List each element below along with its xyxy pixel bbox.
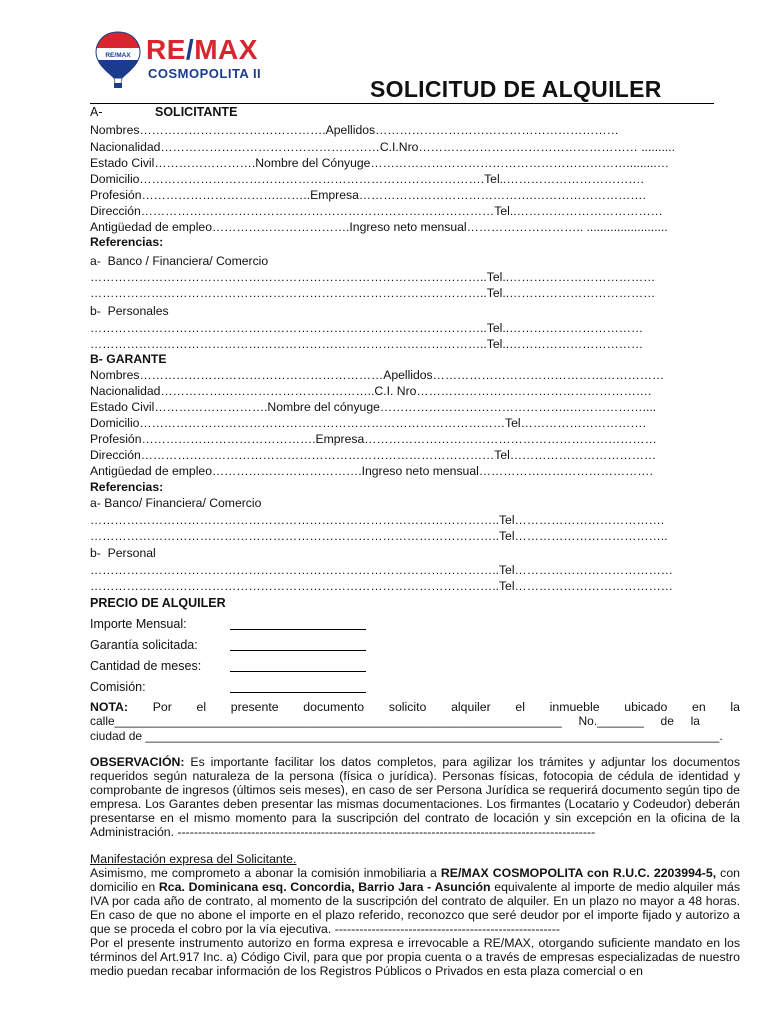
references-label: Referencias:	[90, 235, 164, 249]
section-a-heading	[90, 105, 238, 119]
observation-paragraph	[90, 756, 740, 839]
price-field-label: Garantía solicitada:	[90, 638, 198, 652]
price-field-commission	[90, 680, 146, 694]
nota-word: en	[691, 700, 706, 714]
balloon-text: RE/MAX	[105, 52, 131, 59]
nota-word: documento	[303, 700, 365, 714]
form-line[interactable]: Profesión…………………………….……..Empresa…………………………………….……………………….	[90, 188, 646, 202]
price-field-label: Comisión:	[90, 680, 146, 694]
price-field-blank[interactable]	[230, 671, 366, 672]
nota-word: Por	[152, 700, 172, 714]
section-a-letter: A-	[90, 105, 103, 119]
form-line[interactable]: Nacionalidad……………………………………………..C.I. Nro………………………………………………….	[90, 384, 652, 398]
form-line[interactable]: Nacionalidad………………………………………………C.I.Nro……………………………………………… ..........	[90, 140, 676, 154]
form-line[interactable]: Nombres……………………………………….Apellidos……………………………………………………	[90, 123, 619, 137]
form-line[interactable]: ………………………………………………………………………………………..Tel………………………………..	[90, 529, 668, 543]
observation-text: Es importante facilitar los datos completos, para agilizar los trámites y adjuntar los documentos requeridos según naturaleza de la persona (física o jurídica). Personas físicas, fotocopia de cédula de identidad y comprobante de ingresos (últimos seis meses), en caso de ser Persona Jurídica se requerirá documento según tipo de empresa. Los Garantes deben presentar las mismas documentaciones. Los firmantes (Locatario y Codeudor) deberán presentarse en el mismo momento para la suscripción del contrato de locación y sin excepción en la oficina de la Administración. ------------------------------------------------------------------------------------------------------	[90, 755, 740, 839]
bank-reference-label: a- Banco/ Financiera/ Comercio	[90, 496, 262, 510]
section-a-title: SOLICITANTE	[155, 105, 238, 119]
nota-word: el	[196, 700, 207, 714]
observation-label: OBSERVACIÓN:	[90, 755, 185, 769]
price-field-label: Importe Mensual:	[90, 617, 187, 631]
section-b-title: B- GARANTE	[90, 352, 167, 366]
nota-word: solicito	[388, 700, 427, 714]
price-field-blank[interactable]	[230, 692, 366, 693]
nota-label: NOTA:	[90, 700, 129, 714]
personal-reference-label: b- Personal	[90, 546, 156, 560]
form-line[interactable]: Estado Civil…………………….Nombre del Cónyuge……………………………………………………….........…	[90, 156, 670, 170]
price-field-blank[interactable]	[230, 650, 366, 651]
nota-word: alquiler	[451, 700, 491, 714]
price-field-months	[90, 659, 201, 673]
declaration-paragraph-2: Por el presente instrumento autorizo en forma expresa e irrevocable a RE/MAX, otorgando suficiente mandato en los términos del Art.917 Inc. a) Código Civil, para que por propia cuenta o a través de empresas especializadas de nuestro medio puedan recabar información de los Registros Públicos o Privados en esta plaza comercial o en	[90, 936, 740, 978]
form-line[interactable]: Antigüedad de empleo…………………………….Ingreso neto mensual……………………….. ........................	[90, 220, 668, 234]
nota-city-line[interactable]: ciudad de ______________________________________________________________________________________.	[90, 729, 723, 743]
form-line[interactable]: ………………………………………………………………………………………..Tel…………………………………	[90, 579, 673, 593]
nota-address-line[interactable]: calle___________________________________________________________________ No._______ de la	[90, 714, 700, 728]
form-line[interactable]: ……………………………………………………………………………………..Tel..………………………………	[90, 286, 656, 300]
form-line[interactable]: Domicilio………………………………………………………………………….Tel..…………………………….	[90, 172, 644, 186]
hot-air-balloon-icon	[94, 30, 142, 90]
form-line[interactable]: Antigüedad de empleo……………………………….Ingreso neto mensual…………………………………….	[90, 464, 653, 478]
nota-word: presente	[230, 700, 279, 714]
remax-logo	[94, 30, 284, 92]
declaration-paragraph-1: Asimismo, me comprometo a abonar la comisión inmobiliaria a RE/MAX COSMOPOLITA con R.U.C. 2203994-5, con domicilio en Rca. Dominicana esq. Concordia, Barrio Jara - Asunción equivalente al importe de medio alquiler más IVA por cada año de contrato, al momento de la suscripción del contrato de alquiler. En un plazo no mayor a 48 horas. En caso de que no abone el importe en el plazo referido, reconozco que seré deudor por el importe fijado y autorizo a que se proceda el cobro por la vía ejecutiva. -------------------------------------------------------	[90, 866, 740, 936]
form-line[interactable]: ……………………………………………………………………………………..Tel..……………………………	[90, 337, 644, 351]
price-field-blank[interactable]	[230, 629, 366, 630]
form-line[interactable]: Estado Civil……………………….Nombre del cónyuge………………………………………..………………....	[90, 400, 657, 414]
brand-name: RE/MAX	[146, 34, 258, 65]
price-field-guarantee	[90, 638, 198, 652]
declaration-title: Manifestación expresa del Solicitante.	[90, 852, 297, 866]
form-line[interactable]: Dirección……………………………………………………………………………Tel………………………………	[90, 448, 657, 462]
nota-word: la	[730, 700, 740, 714]
page-title: SOLICITUD DE ALQUILER	[370, 76, 662, 102]
references-label: Referencias:	[90, 480, 164, 494]
form-line[interactable]: Profesión…………………………………….Empresa………………………………………………………………	[90, 432, 657, 446]
form-line[interactable]: Domicilio………………………………………………………………………………Tel………………………….	[90, 416, 646, 430]
form-line[interactable]: Nombres……………………………………………………Apellidos…………………………………………………	[90, 368, 665, 382]
bank-reference-label: a- Banco / Financiera/ Comercio	[90, 254, 269, 268]
form-line[interactable]: ……………………………………………………………………………………..Tel..……………………………	[90, 321, 644, 335]
price-section-title: PRECIO DE ALQUILER	[90, 596, 226, 610]
nota-line	[90, 700, 740, 714]
price-field-monthly	[90, 617, 187, 631]
form-line[interactable]: ……………………………………………………………………………………..Tel..………………………………	[90, 270, 656, 284]
personal-reference-label: b- Personales	[90, 304, 169, 318]
brand-subtitle: COSMOPOLITA II	[148, 66, 262, 81]
form-line[interactable]: ………………………………………………………………………………………..Tel…………………………………	[90, 563, 673, 577]
form-line[interactable]: ………………………………………………………………………………………..Tel……………………………….	[90, 513, 665, 527]
form-line[interactable]: Dirección……………………………………………………………………………Tel..………………………………	[90, 204, 663, 218]
nota-word: el	[515, 700, 525, 714]
price-field-label: Cantidad de meses:	[90, 659, 202, 673]
nota-word: inmueble	[549, 700, 600, 714]
title-divider	[90, 103, 714, 104]
nota-word: ubicado	[624, 700, 668, 714]
